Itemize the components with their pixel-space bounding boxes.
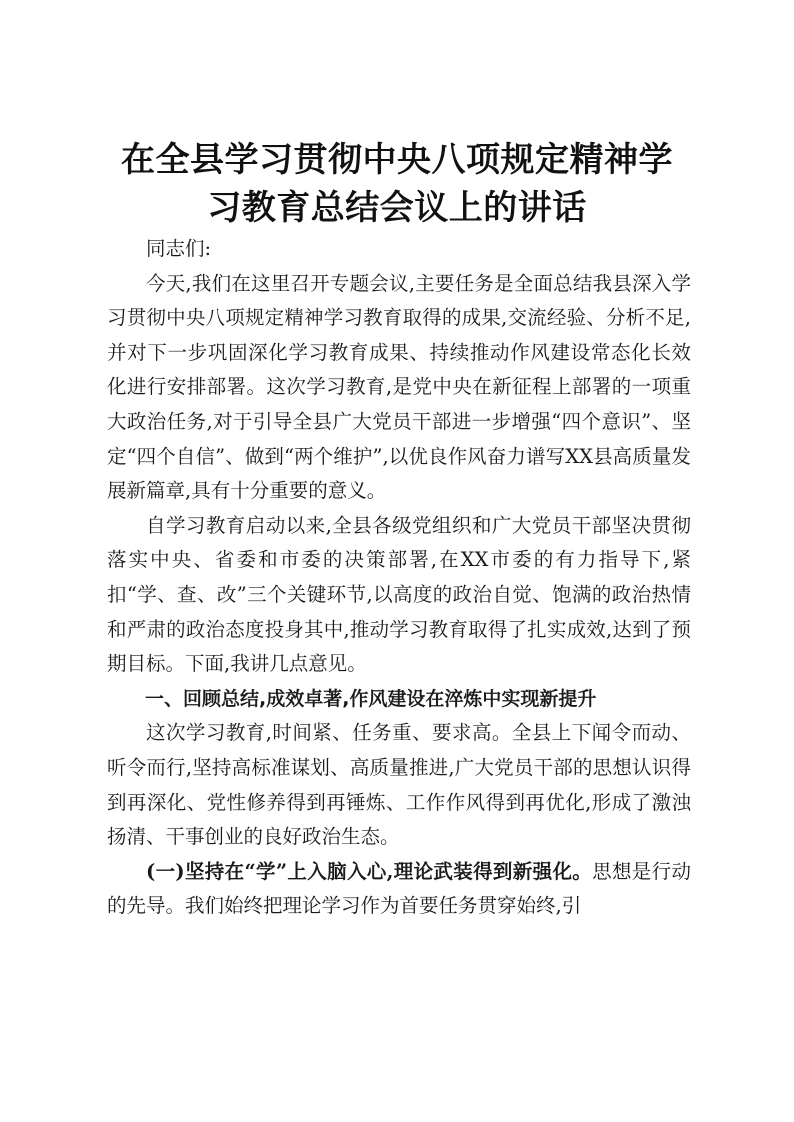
salutation: 同志们: — [146, 237, 212, 260]
body-paragraph-2: 自学习教育启动以来,全县各级党组织和广大党员干部坚决贯彻落实中央、省委和市委的决策部署,在XX市委的有力指导下,紧扣“学、查、改”三个关键环节,以高度的政治自觉、饱满的政治热情和严肃的政治态度投身其中,推动学习教育取得了扎实成效,达到了预期目标。下面,我讲几点意见。 — [107, 513, 691, 676]
body-paragraph-4 — [107, 855, 691, 924]
body-paragraph-1: 今天,我们在这里召开专题会议,主要任务是全面总结我县深入学习贯彻中央八项规定精神学习教育取得的成果,交流经验、分析不足,并对下一步巩固深化学习教育成果、持续推动作风建设常态化长效化进行安排部署。这次学习教育,是党中央在新征程上部署的一项重大政治任务,对于引导全县广大党员干部进一步增强“四个意识”、坚定“四个自信”、做到“两个维护”,以优良作风奋力谱写XX县高质量发展新篇章,具有十分重要的意义。 — [107, 271, 691, 503]
title-line-1: 在全县学习贯彻中央八项规定精神学 — [121, 140, 673, 180]
title-line-2: 习教育总结会议上的讲话 — [207, 188, 587, 228]
document-title — [100, 136, 694, 232]
body-paragraph-4-text: 思想是行动的先导。我们始终把理论学习作为首要任务贯穿始终,引 — [107, 859, 691, 918]
section-heading-1: 一、回顾总结,成效卓著,作风建设在淬炼中实现新提升 — [145, 687, 597, 710]
document-body — [107, 232, 691, 924]
body-paragraph-3: 这次学习教育,时间紧、任务重、要求高。全县上下闻令而动、听令而行,坚持高标准谋划、高质量推进,广大党员干部的思想认识得到再深化、党性修养得到再锤炼、工作作风得到再优化,形成了激浊扬清、干事创业的良好政治生态。 — [107, 721, 691, 849]
subsection-lead: (一)坚持在“学”上入脑入心,理论武装得到新强化。 — [146, 859, 593, 883]
